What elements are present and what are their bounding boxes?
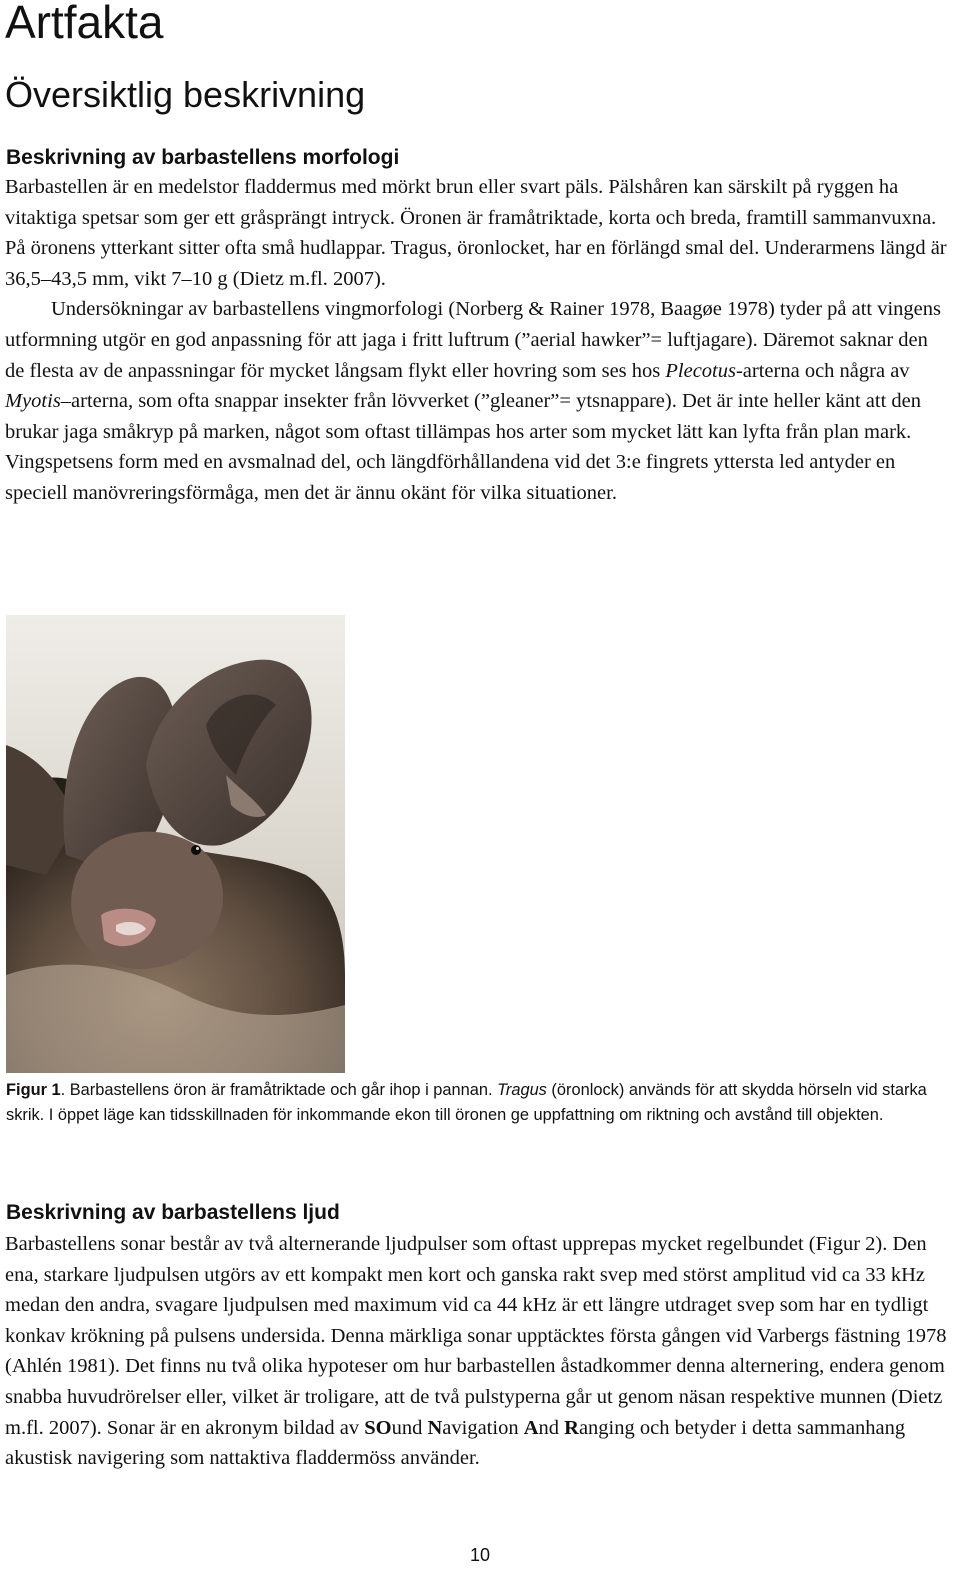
text-run: avigation (442, 1416, 524, 1439)
morphology-body (5, 172, 950, 509)
figure-label: Figur 1 (6, 1081, 61, 1099)
text-run: anging och betyder i detta sammanhang akustisk navigering som nattaktiva fladdermöss använder. (5, 1416, 906, 1470)
text-run: SO (364, 1416, 392, 1439)
text-run: nd (538, 1416, 565, 1439)
morphology-paragraph-2 (5, 294, 950, 508)
text-run: . Barbastellens öron är framåtriktade och går ihop i pannan. (60, 1081, 498, 1099)
text-run: N (427, 1416, 443, 1439)
text-run: Myotis (5, 390, 61, 413)
figure-caption-text (6, 1081, 927, 1124)
text-run: Barbastellen är en medelstor fladdermus med mörkt brun eller svart päls. Pälshåren kan särskilt på ryggen ha vitaktiga spetsar som ger ett gråsprängt intryck. Öronen är framåtriktade, korta och breda, framtill sammanvuxna. På öronens ytterkant sitter ofta små hudlappar. Tragus, öronlocket, har en förlängd smal del. Underarmens längd är 36,5–43,5 mm, vikt 7–10 g (Dietz m.fl. 2007). (5, 176, 947, 290)
page-heading: Artfakta (5, 0, 164, 48)
text-run: Plecotus (665, 359, 736, 382)
section-heading: Översiktlig beskrivning (5, 74, 366, 115)
figure-caption (6, 1078, 951, 1128)
sound-title: Beskrivning av barbastellens ljud (6, 1201, 340, 1224)
morphology-title: Beskrivning av barbastellens morfologi (6, 146, 400, 169)
sound-body (5, 1229, 950, 1474)
text-run: R (564, 1416, 579, 1439)
text-run: (öronlock) används för att skydda hörseln vid starka skrik. I öppet läge kan tidsskillnaden för inkommande ekon till öronen ge uppfattning om riktning och avstånd till objekten. (6, 1081, 927, 1124)
text-run: A (523, 1416, 539, 1439)
page-number: 10 (469, 1545, 491, 1565)
text-run: Barbastellens sonar består av två alternerande ljudpulser som oftast upprepas mycket regelbundet (Figur 2). Den ena, starkare ljudpulsen utgörs av ett kompakt men kort och ganska rakt svep med störst amplitud vid ca 33 kHz medan den andra, svagare ljudpulsen med maximum vid ca 44 kHz är ett längre utdraget svep som har en tydligt konkav krökning på pulsens undersida. Denna märkliga sonar upptäcktes första gången vid Varbergs fästning 1978 (Ahlén 1981). Det finns nu två olika hypoteser om hur barbastellen åstadkommer denna alternering, endera genom snabba huvudrörelser eller, vilket är troligare, att de två pulstyperna går ut genom näsan respektive munnen (Dietz m.fl. 2007). Sonar är en akronym bildad av (5, 1233, 947, 1439)
text-run: Tragus (497, 1081, 547, 1099)
morphology-paragraph-1 (5, 172, 950, 294)
text-run: -arterna och några av (735, 359, 910, 382)
bat-photo (6, 615, 345, 1073)
text-run: –arterna, som ofta snappar insekter från lövverket (”gleaner”= ytsnappare). Det är inte heller känt att den brukar jaga småkryp på marken, något som oftast tillämpas hos arter som mycket lätt kan lyfta från plan mark. Vingspetsens form med en avsmalnad del, och längdförhållandena vid det 3:e fingrets yttersta led antyder en speciell manövreringsförmåga, men det är ännu okänt för vilka situationer. (5, 390, 922, 504)
sound-paragraph-1 (5, 1229, 950, 1474)
text-run: und (391, 1416, 428, 1439)
text-run: Undersökningar av barbastellens vingmorfologi (Norberg & Rainer 1978, Baagøe 1978) tyder på att vingens utformning utgör en god anpassning för att jaga i fritt luftrum (”aerial hawker”= luftjagare). Däremot saknar den de flesta av de anpassningar för mycket långsam flykt eller hovring som ses hos (5, 298, 942, 382)
